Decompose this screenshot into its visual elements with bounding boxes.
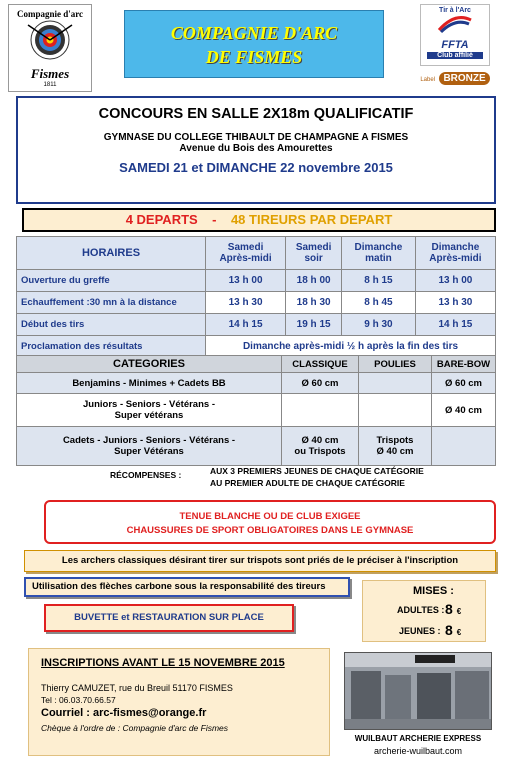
club-logo <box>8 4 92 92</box>
registration-title: INSCRIPTIONS AVANT LE 15 NOVEMBRE 2015 <box>41 657 285 669</box>
schedule-table <box>16 236 496 358</box>
ffta-brand: FFTA <box>441 39 469 51</box>
ffta-logo <box>420 4 490 66</box>
venue-line2: Avenue du Bois des Amourettes <box>179 143 333 154</box>
schedule-cell: 8 h 45 <box>342 292 416 314</box>
event-dates: SAMEDI 21 et DIMANCHE 22 novembre 2015 <box>119 160 393 175</box>
schedule-row-label: Ouverture du greffe <box>17 270 206 292</box>
shop-website[interactable]: archerie-wuilbaut.com <box>373 746 463 756</box>
schedule-cell: 18 h 00 <box>286 270 342 292</box>
trispots-note: Les archers classiques désirant tirer sur trispots sont priés de le préciser à l'inscription <box>24 550 496 572</box>
fees-title: MISES : <box>413 585 454 597</box>
departs-sub: 48 TIREURS PAR DEPART <box>230 212 393 227</box>
club-title-banner <box>124 10 384 78</box>
schedule-row-label: Proclamation des résultats <box>17 336 206 358</box>
shop-photo <box>344 652 492 730</box>
registration-phone: Tel : 06.03.70.66.57 <box>41 695 116 705</box>
proclamation-value: Dimanche après-midi ½ h après la fin des tirs <box>206 336 496 358</box>
categories-table <box>16 355 496 466</box>
dress-code-line1: TENUE BLANCHE OU DE CLUB EXIGEE <box>179 511 361 522</box>
schedule-header: Dimanche Après-midi <box>415 237 495 270</box>
event-info-box <box>16 96 496 204</box>
registration-cheque: Chèque à l'ordre de : Compagnie d'arc de Fismes <box>41 723 229 733</box>
table-row <box>17 314 496 336</box>
club-title-line1: COMPAGNIE D'ARC <box>170 23 338 43</box>
shop-interior-image <box>345 653 492 730</box>
rewards-line2: AU PREMIER ADULTE DE CHAQUE CATÉGORIE <box>210 478 405 488</box>
logo-city: Fismes <box>30 66 70 81</box>
categories-header: CATEGORIES <box>17 356 282 373</box>
carbon-arrows-note: Utilisation des flèches carbone sous la responsabilité des tireurs <box>24 577 350 597</box>
ffta-club: Club affilié <box>427 52 483 59</box>
ffta-swoosh-icon <box>435 14 475 34</box>
schedule-header: HORAIRES <box>17 237 206 270</box>
fees-box <box>362 580 486 642</box>
bronze-label <box>420 68 490 92</box>
table-row <box>17 292 496 314</box>
schedule-cell: 8 h 15 <box>342 270 416 292</box>
club-title-line2: DE FISMES <box>205 47 303 67</box>
category-cell <box>282 394 359 427</box>
shop-caption: WUILBAUT ARCHERIE EXPRESS <box>354 734 482 743</box>
dress-code-line2: CHAUSSURES DE SPORT OBLIGATOIRES DANS LE GYMNASE <box>126 525 414 536</box>
fees-youth-label: JEUNES : <box>399 626 441 636</box>
schedule-cell: 14 h 15 <box>415 314 495 336</box>
category-cell: Trispots Ø 40 cm <box>359 427 432 466</box>
category-cell <box>359 373 432 394</box>
schedule-cell: 13 h 30 <box>415 292 495 314</box>
registration-box <box>28 648 330 756</box>
schedule-cell: 13 h 00 <box>415 270 495 292</box>
schedule-cell: 13 h 30 <box>206 292 286 314</box>
target-icon <box>20 19 80 61</box>
schedule-cell: 9 h 30 <box>342 314 416 336</box>
fees-adults-value: 8 € <box>445 601 462 617</box>
schedule-row-label: Début des tirs <box>17 314 206 336</box>
schedule-row-label: Echauffement :30 mn à la distance <box>17 292 206 314</box>
rewards-line1: AUX 3 PREMIERS JEUNES DE CHAQUE CATÉGORIE <box>210 466 424 476</box>
table-row <box>17 427 496 466</box>
categories-header: POULIES <box>359 356 432 373</box>
category-cell <box>432 427 496 466</box>
categories-header: CLASSIQUE <box>282 356 359 373</box>
schedule-cell: 19 h 15 <box>286 314 342 336</box>
rewards <box>110 466 490 492</box>
bronze-badge: BRONZE <box>439 72 489 85</box>
registration-contact: Thierry CAMUZET, rue du Breuil 51170 FISMES <box>41 683 233 693</box>
schedule-cell: 14 h 15 <box>206 314 286 336</box>
category-cell <box>359 394 432 427</box>
event-title: CONCOURS EN SALLE 2X18m QUALIFICATIF <box>98 106 414 122</box>
logo-title: Compagnie d'arc <box>16 9 84 19</box>
departs-banner <box>22 208 496 232</box>
category-label: Benjamins - Minimes + Cadets BB <box>17 373 282 394</box>
category-cell: Ø 60 cm <box>432 373 496 394</box>
table-row <box>17 394 496 427</box>
categories-header: BARE-BOW <box>432 356 496 373</box>
fees-youth-value: 8 € <box>445 622 462 638</box>
schedule-header: Dimanche matin <box>342 237 416 270</box>
rewards-label: RÉCOMPENSES : <box>110 470 182 480</box>
departs-main: 4 DEPARTS <box>125 212 198 227</box>
venue-line1: GYMNASE DU COLLEGE THIBAULT DE CHAMPAGNE A FISMES <box>103 132 409 143</box>
bronze-label-small: Label <box>420 77 435 83</box>
category-label: Juniors - Seniors - Vétérans - Super vétérans <box>17 394 282 427</box>
departs-dash: - <box>212 212 217 227</box>
table-row <box>17 373 496 394</box>
category-cell: Ø 40 cm <box>432 394 496 427</box>
category-cell: Ø 40 cm ou Trispots <box>282 427 359 466</box>
category-label: Cadets - Juniors - Seniors - Vétérans - Super Vétérans <box>17 427 282 466</box>
registration-email[interactable]: Courriel : arc-fismes@orange.fr <box>41 707 207 719</box>
dress-code-box <box>44 500 496 544</box>
schedule-cell: 18 h 30 <box>286 292 342 314</box>
schedule-header: Samedi Après-midi <box>206 237 286 270</box>
table-row <box>17 270 496 292</box>
logo-est: 1811 <box>43 82 57 88</box>
fees-adults-label: ADULTES : <box>397 605 445 615</box>
ffta-top: Tir à l'Arc <box>439 7 471 14</box>
category-cell: Ø 60 cm <box>282 373 359 394</box>
buvette-note: BUVETTE et RESTAURATION SUR PLACE <box>44 604 294 632</box>
schedule-header: Samedi soir <box>286 237 342 270</box>
schedule-cell: 13 h 00 <box>206 270 286 292</box>
